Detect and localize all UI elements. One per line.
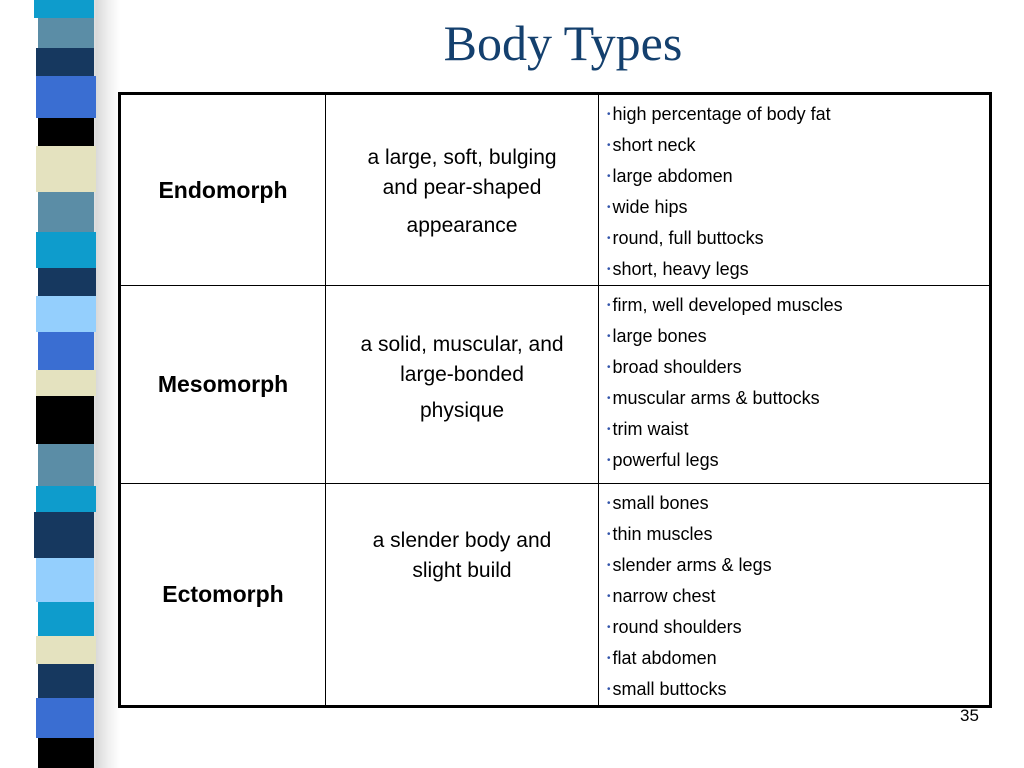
trait-item: • wide hips <box>607 192 989 223</box>
trait-item: • small bones <box>607 488 989 519</box>
trait-item: • slender arms & legs <box>607 550 989 581</box>
body-type-name: Ectomorph <box>120 484 326 707</box>
description-line: appearance <box>406 213 518 237</box>
trait-item: • large abdomen <box>607 161 989 192</box>
decorative-stripe <box>38 738 94 768</box>
body-type-traits <box>599 94 991 286</box>
trait-item: • high percentage of body fat <box>607 99 989 130</box>
trait-item: • short neck <box>607 130 989 161</box>
decorative-stripe <box>38 118 94 146</box>
table-row-endomorph <box>120 94 991 286</box>
trait-item: • thin muscles <box>607 519 989 550</box>
decorative-stripe <box>38 664 94 698</box>
slide-number: 35 <box>960 706 979 725</box>
description-line: a solid, muscular, and <box>360 333 564 356</box>
trait-item: • round shoulders <box>607 612 989 643</box>
decorative-stripe <box>36 396 94 444</box>
trait-list <box>599 484 989 705</box>
trait-item: • small buttocks <box>607 674 989 705</box>
decorative-side-strip <box>0 0 120 768</box>
body-type-traits <box>599 484 991 707</box>
trait-list <box>599 95 989 285</box>
body-type-description <box>326 94 599 286</box>
decorative-stripe <box>38 192 94 232</box>
trait-item: • powerful legs <box>607 445 989 476</box>
decorative-stripe <box>38 268 96 296</box>
description-line: and pear-shaped <box>382 176 542 200</box>
trait-item: • large bones <box>607 321 989 352</box>
trait-item: • round, full buttocks <box>607 223 989 254</box>
trait-item: • flat abdomen <box>607 643 989 674</box>
description-line: a large, soft, bulging <box>367 146 557 169</box>
description-line: a slender body and <box>372 529 552 552</box>
trait-item: • broad shoulders <box>607 352 989 383</box>
table-row-mesomorph <box>120 286 991 484</box>
body-type-description <box>326 286 599 484</box>
body-types-table <box>118 92 992 708</box>
trait-item: • trim waist <box>607 414 989 445</box>
slide-title: Body Types <box>443 15 683 71</box>
table-row-ectomorph <box>120 484 991 707</box>
trait-item: • short, heavy legs <box>607 254 989 285</box>
decorative-stripe <box>38 444 94 486</box>
decorative-stripe <box>36 370 96 396</box>
body-type-name: Endomorph <box>120 94 326 286</box>
decorative-stripe <box>38 332 94 370</box>
decorative-stripe <box>36 76 96 118</box>
decorative-stripe <box>36 636 96 664</box>
decorative-stripe <box>36 486 96 512</box>
body-type-name: Mesomorph <box>120 286 326 484</box>
trait-item: • firm, well developed muscles <box>607 290 989 321</box>
decorative-stripe <box>36 558 94 602</box>
trait-item: • muscular arms & buttocks <box>607 383 989 414</box>
description-line: physique <box>419 398 505 422</box>
trait-list <box>599 286 989 476</box>
body-type-traits <box>599 286 991 484</box>
decorative-stripe <box>36 698 94 738</box>
body-type-description <box>326 484 599 707</box>
description-line: large-bonded <box>400 363 524 387</box>
decorative-stripe <box>36 232 96 268</box>
decorative-stripe <box>36 296 96 332</box>
trait-item: • narrow chest <box>607 581 989 612</box>
decorative-stripe <box>34 512 94 558</box>
decorative-stripe <box>36 146 96 192</box>
description-line: slight build <box>412 559 512 583</box>
decorative-stripe <box>38 602 94 636</box>
